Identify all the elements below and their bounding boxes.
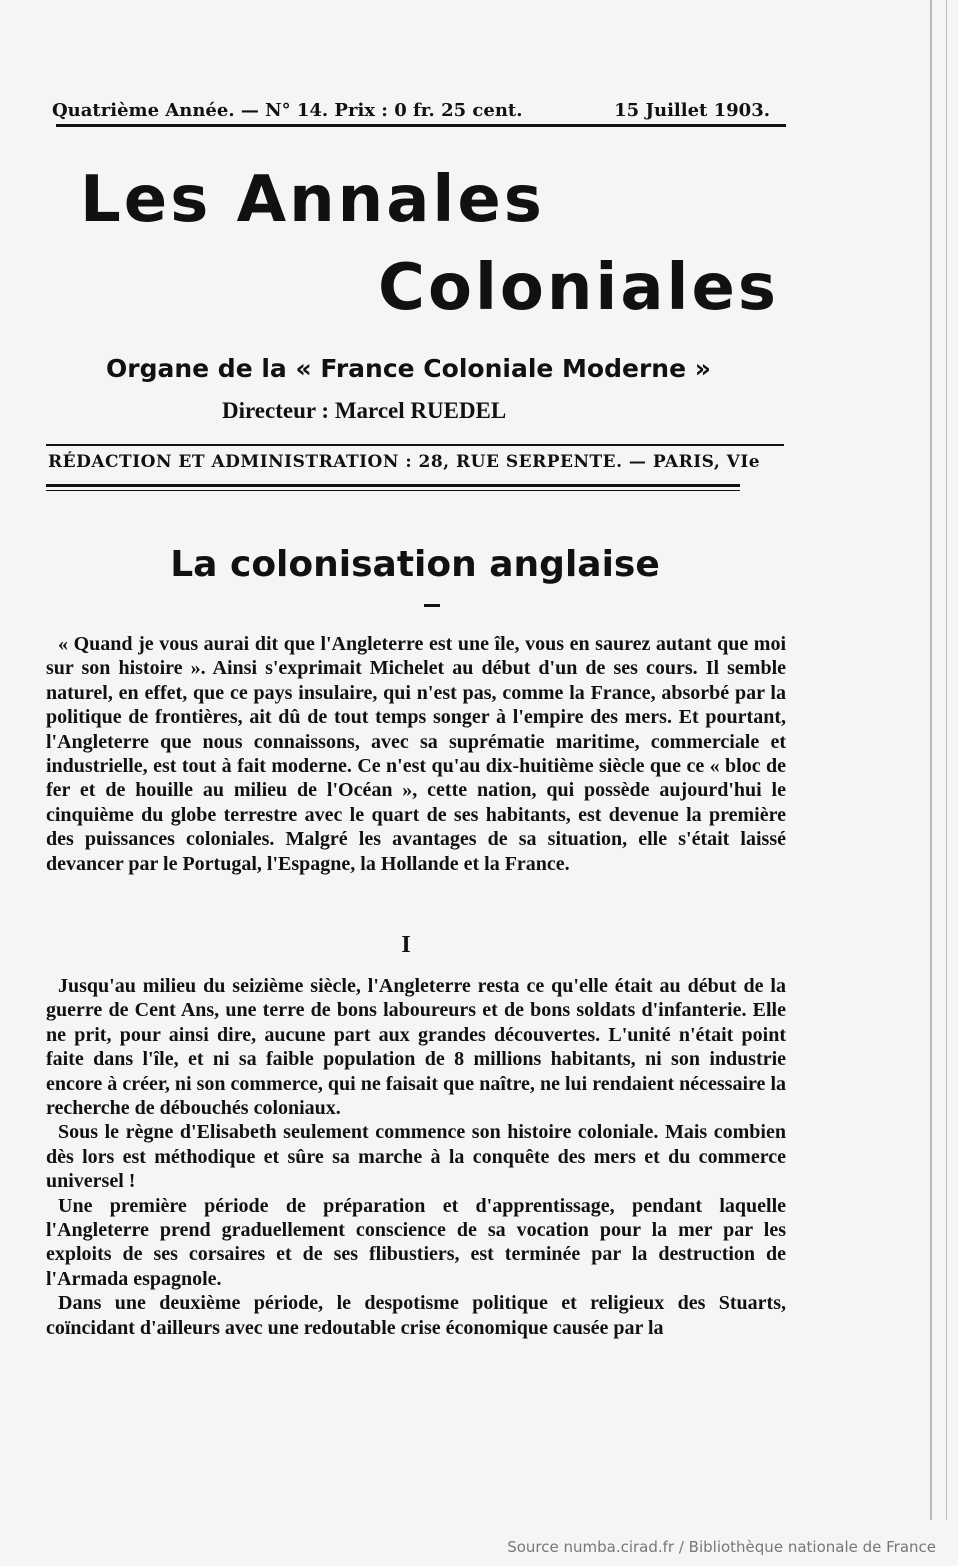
address-rule-bottom-thin [46, 490, 740, 491]
address-rule-top [46, 444, 784, 446]
address-line: RÉDACTION ET ADMINISTRATION : 28, RUE SERPENTE. — PARIS, VIe [48, 452, 761, 472]
scan-edge-noise [930, 0, 932, 1520]
issue-info: Quatrième Année. — N° 14. Prix : 0 fr. 25 cent. [52, 100, 523, 121]
source-credit: Source numba.cirad.fr / Bibliothèque nationale de France [507, 1538, 936, 1556]
title-separator [424, 604, 440, 607]
article-body [46, 974, 786, 1340]
masthead-subtitle: Organe de la « France Coloniale Moderne » [106, 354, 711, 383]
masthead-title-line2: Coloniales [378, 251, 779, 325]
body-paragraph: Jusqu'au milieu du seizième siècle, l'Angleterre resta ce qu'elle était au début de la guerre de Cent Ans, une terre de bons laboureurs et de bons soldats d'infanterie. Elle ne prit, pour ainsi dire, aucune part aux grandes découvertes. L'unité n'était point faite dans l'île, et ni sa faible population de 8 millions habitants, ni son industrie encore à créer, ni son commerce, qui ne faisait que naître, ne lui rendaient nécessaire la recherche de débouchés coloniaux. [46, 975, 786, 1120]
masthead-title-line1: Les Annales [80, 163, 545, 237]
body-paragraph: Une première période de préparation et d'apprentissage, pendant laquelle l'Angleterre prend graduellement conscience de sa vocation pour la mer par les exploits de ses corsaires et de ses flibustiers, est terminée par la destruction de l'Armada espagnole. [46, 1194, 786, 1290]
body-paragraph: Dans une deuxième période, le despotisme politique et religieux des Stuarts, coïncidant d'ailleurs avec une redoutable crise économique causée par la [46, 1292, 786, 1339]
article-intro [46, 632, 786, 876]
issue-date: 15 Juillet 1903. [614, 100, 770, 121]
header-rule [56, 124, 786, 127]
director-line: Directeur : Marcel RUEDEL [222, 398, 507, 423]
article-title: La colonisation anglaise [170, 544, 660, 585]
scan-edge-noise [946, 0, 947, 1520]
intro-paragraph: « Quand je vous aurai dit que l'Angleterre est une île, vous en saurez autant que moi sur son histoire ». Ainsi s'exprimait Michelet au début d'un de ses cours. Il semble naturel, en effet, que ce pays insulaire, qui n'est pas, comme la France, absorbé par la politique de frontières, ait dû de tout temps songer à l'empire des mers. Et pourtant, l'Angleterre que nous connaissons, avec sa suprématie maritime, commerciale et industrielle, est tout à fait moderne. Ce n'est qu'au dix-huitième siècle que ce « bloc de fer et de houille au milieu de l'Océan », cette nation, qui possède aujourd'hui le cinquième du globe terrestre avec le quart de ses habitants, est devenue la première des puissances coloniales. Malgré les avantages de sa situation, elle s'était laissé devancer par le Portugal, l'Espagne, la Hollande et la France. [46, 633, 786, 875]
address-rule-bottom-thick [46, 484, 740, 487]
body-paragraph: Sous le règne d'Elisabeth seulement commence son histoire coloniale. Mais combien dès lors est méthodique et sûre sa marche à la conquête des mers et du commerce universel ! [46, 1121, 786, 1193]
section-number: I [401, 932, 411, 958]
